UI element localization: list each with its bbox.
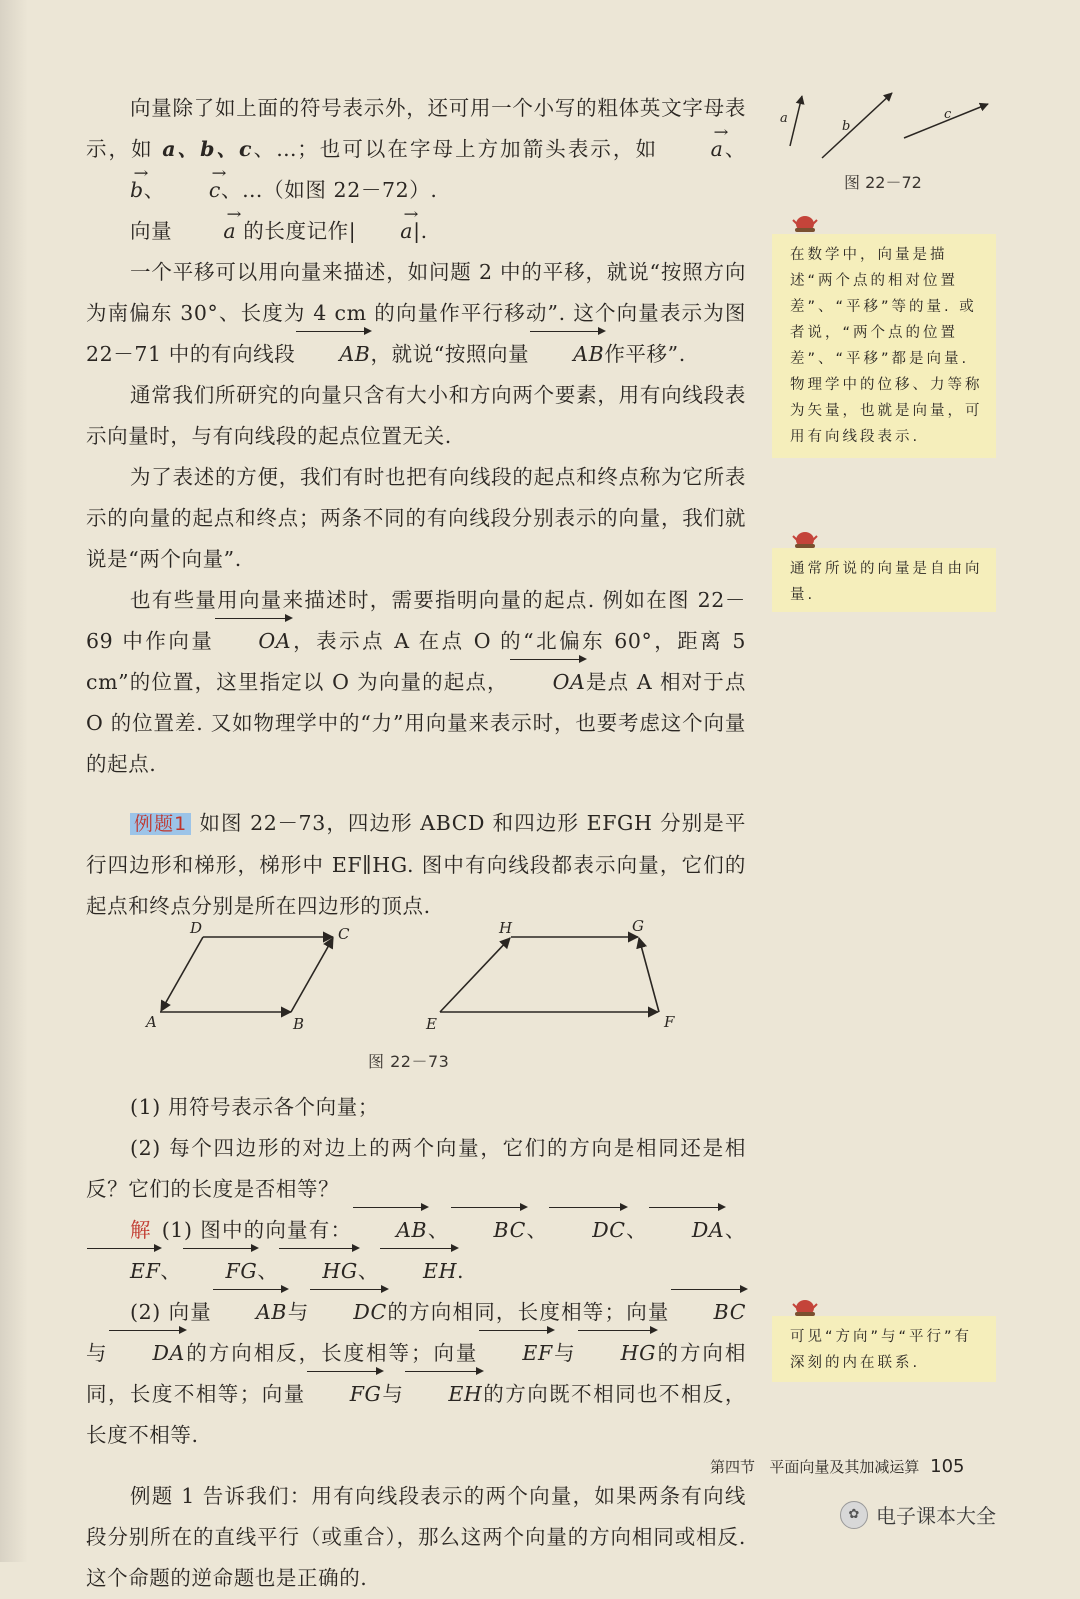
- main-text: [86, 88, 746, 1599]
- bell-icon: [792, 1296, 818, 1318]
- paragraph-4: 通常我们所研究的向量只含有大小和方向两个要素，用有向线段表示向量时，与有向线段的起点位置无关.: [86, 383, 746, 448]
- side-note-3: 可见“方向”与“平行”有深刻的内在联系.: [772, 1316, 996, 1382]
- label-B: B: [293, 1015, 305, 1033]
- paragraph-1: 向量除了如上面的符号表示外，还可用一个小写的粗体英文字母表示，如 a、b、c、…；也可以在字母上方加箭头表示，如 → a、→ b、→ c、…（如图 22－72）.: [86, 88, 746, 211]
- label-F: F: [664, 1013, 675, 1031]
- figure-22-73: [86, 917, 746, 1087]
- vector-DA: [161, 937, 203, 1011]
- label-C: C: [338, 925, 350, 943]
- watermark-text: 电子课本大全: [876, 1504, 996, 1528]
- question-2: (2) 每个四边形的对边上的两个向量，它们的方向是相同还是相反？它们的长度是否相等？: [86, 1136, 746, 1201]
- label-a: a: [780, 111, 788, 126]
- paragraph-7: 例题 1 告诉我们：用有向线段表示的两个向量，如果两条有向线段分别所在的直线平行（或重合），那么这两个向量的方向相同或相反. 这个命题的逆命题也是正确的.: [86, 1484, 746, 1590]
- label-A: A: [146, 1013, 157, 1031]
- label-H: H: [499, 919, 513, 937]
- label-G: G: [632, 917, 644, 935]
- vector-FG: [639, 938, 659, 1012]
- paragraph-2: 向量 → a 的长度记作|→ a|.: [86, 211, 746, 252]
- side-note-2: 通常所说的向量是自由向量.: [772, 548, 996, 612]
- solution-label: 解: [130, 1218, 152, 1242]
- bell-icon: [792, 528, 818, 550]
- paragraph-6: 也有些量用向量来描述时，需要指明向量的起点. 例如在图 22－69 中作向量 OA，表示点 A 在点 O 的“北偏东 60°，距离 5 cm”的位置，这里指定以 O 为向量的起点， OA是点 A 相对于点 O 的位置差. 又如物理学中的“力”用向量来表示时，也要考虑这个向量的起点.: [86, 588, 746, 776]
- vector-EH: [440, 938, 510, 1012]
- solution-1: 解 (1) 图中的向量有： AB、 BC、 DC、 DA、EF、 FG、 HG、 EH.: [86, 1210, 746, 1292]
- footer-section: 第四节: [710, 1458, 756, 1476]
- label-b: b: [842, 119, 851, 134]
- footer-title: 平面向量及其加减运算: [769, 1458, 920, 1476]
- solution-2: (2) 向量 AB与 DC的方向相同，长度相等；向量 BC与 DA的方向相反，长度相等；向量 EF与 HG的方向相同，长度不相等；向量 FG与 EH的方向既不相同也不相反，长度不相等.: [86, 1292, 746, 1456]
- question-1: (1) 用符号表示各个向量；: [130, 1095, 379, 1119]
- example-label: 例题1: [130, 813, 191, 835]
- label-D: D: [190, 919, 203, 937]
- paragraph-5: 为了表述的方便，我们有时也把有向线段的起点和终点称为它所表示的向量的起点和终点；两条不同的有向线段分别表示的向量，我们就说是“两个向量”.: [86, 465, 746, 571]
- paragraph-3: 一个平移可以用向量来描述，如问题 2 中的平移，就说“按照方向为南偏东 30°、长度为 4 cm 的向量作平行移动”. 这个向量表示为图 22－71 中的有向线段 AB，就说“按照向量 AB作平移”.: [86, 252, 746, 375]
- figure-22-73-caption: 图 22－73: [368, 1052, 450, 1071]
- bell-icon: [792, 212, 818, 234]
- page-edge: [0, 0, 28, 1562]
- wechat-icon: ✿: [840, 1501, 868, 1529]
- watermark: [840, 1500, 996, 1529]
- figure-22-73-svg: [86, 917, 746, 1087]
- label-E: E: [426, 1015, 437, 1033]
- vector-BC: [291, 938, 333, 1012]
- figure-22-72-caption: 图 22－72: [844, 173, 922, 192]
- figure-22-72: [772, 88, 1002, 198]
- vector-a: [790, 96, 802, 146]
- label-c: c: [944, 107, 952, 122]
- page-number: 105: [930, 1456, 965, 1477]
- figure-22-72-svg: [772, 88, 1002, 198]
- example-1: 例题1 如图 22－73，四边形 ABCD 和四边形 EFGH 分别是平行四边形和梯形，梯形中 EF∥HG. 图中有向线段都表示向量，它们的起点和终点分别是所在四边形的顶点.: [86, 811, 746, 918]
- page-footer: [710, 1456, 964, 1477]
- vector-b: [822, 93, 892, 158]
- side-note-1: 在数学中，向量是描述“两个点的相对位置差”、“平移”等的量. 或者说，“两个点的位置差”、“平移”都是向量. 物理学中的位移、力等称为矢量，也就是向量，可用有向线段表示.: [772, 234, 996, 458]
